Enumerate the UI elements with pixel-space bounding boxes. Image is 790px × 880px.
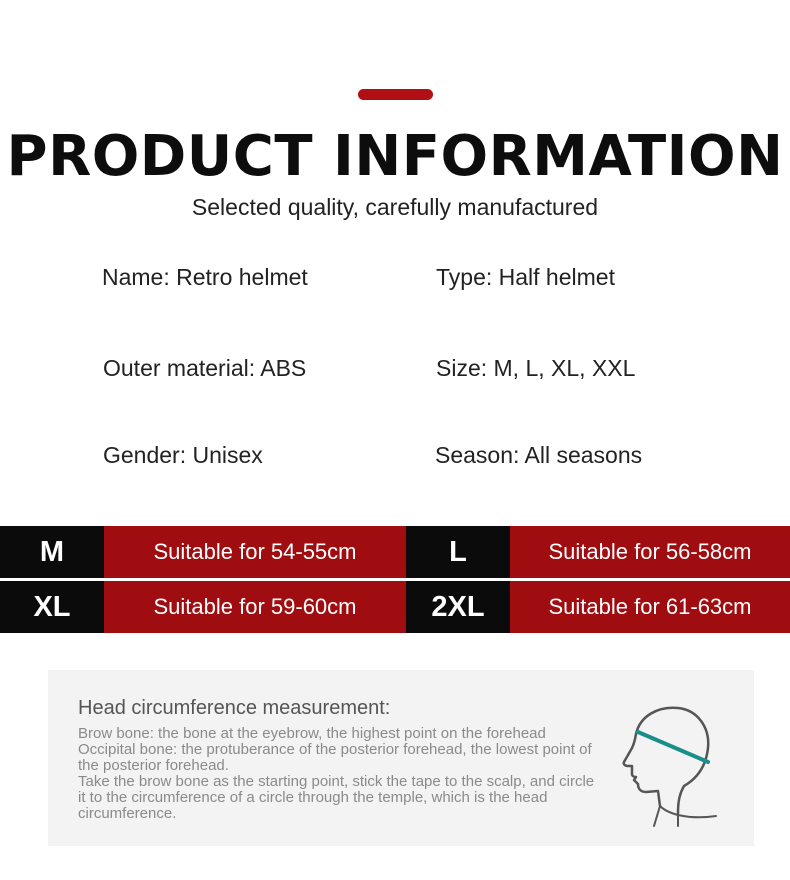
measurement-line: Occipital bone: the protuberance of the posterior forehead, the lowest point of the posterior forehead. — [78, 741, 592, 774]
spec-gender: Gender: Unisex — [103, 442, 263, 468]
measurement-line: Brow bone: the bone at the eyebrow, the highest point on the forehead — [78, 725, 546, 742]
size-label: XL — [0, 581, 104, 633]
size-description: Suitable for 56-58cm — [510, 526, 790, 578]
measurement-panel — [48, 670, 754, 846]
size-label: L — [406, 526, 510, 578]
size-row — [0, 581, 790, 633]
measurement-title: Head circumference measurement: — [78, 697, 391, 719]
size-label: 2XL — [406, 581, 510, 633]
measurement-instructions — [78, 726, 603, 822]
page-subtitle: Selected quality, carefully manufactured — [191, 194, 599, 220]
accent-bar — [358, 89, 433, 100]
page-title: PRODUCT INFORMATION — [6, 124, 784, 189]
measurement-line: Take the brow bone as the starting point, stick the tape to the scalp, and circle it to the circumference of a circle through the temple, which is the head circumference. — [78, 773, 595, 822]
spec-size: Size: M, L, XL, XXL — [436, 355, 636, 381]
spec-season: Season: All seasons — [435, 442, 643, 468]
spec-type: Type: Half helmet — [436, 264, 615, 290]
spec-outer-material: Outer material: ABS — [103, 355, 307, 381]
head-profile-icon — [608, 688, 728, 828]
size-label: M — [0, 526, 104, 578]
size-description: Suitable for 54-55cm — [104, 526, 406, 578]
size-description: Suitable for 59-60cm — [104, 581, 406, 633]
size-description: Suitable for 61-63cm — [510, 581, 790, 633]
spec-name: Name: Retro helmet — [102, 264, 308, 290]
size-row — [0, 526, 790, 578]
